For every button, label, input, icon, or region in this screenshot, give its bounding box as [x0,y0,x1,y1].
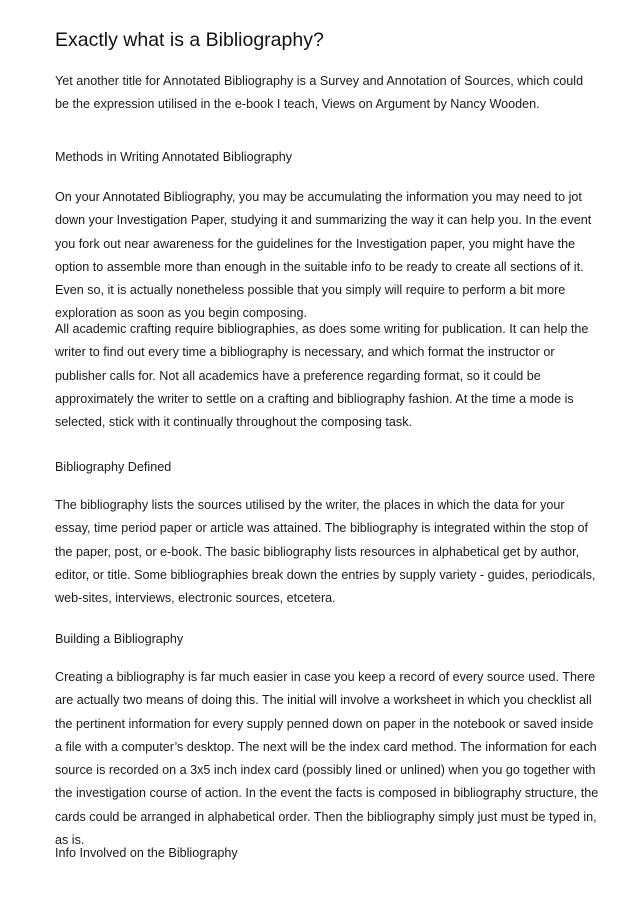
section-heading-methods: Methods in Writing Annotated Bibliography [55,150,293,164]
section-paragraph: Creating a bibliography is far much easier in case you keep a record of every source used. There are actually two means of doing this. The initial will involve a worksheet in which you checklist all the pertinent information for every supply penned down on paper in the notebook or saved inside a file with a computer’s desktop. The next will be the index card method. The information for each source is recorded on a 3x5 inch index card (possibly lined or unlined) when you go together with the investigation course of action. In the event the facts is composed in bibliography structure, the cards could be arranged in alphabetical order. Then the bibliography simply just must be typed in, as is. [55,670,599,848]
section-heading-building: Building a Bibliography [55,632,184,646]
section-heading-info: Info Involved on the Bibliography [55,846,238,860]
page-title: Exactly what is a Bibliography? [55,29,324,51]
intro-paragraph: Yet another title for Annotated Bibliography is a Survey and Annotation of Sources, which could be the expression utilised in the e-book I teach, Views on Argument by Nancy Wooden. [55,74,584,112]
section-paragraph: The bibliography lists the sources utilised by the writer, the places in which the data for your essay, time period paper or article was attained. The bibliography is integrated within the stop of the paper, post, or e-book. The basic bibliography lists resources in alphabetical get by author, editor, or title. Some bibliographies break down the entries by supply variety - guides, periodicals, web-sites, interviews, electronic sources, etcetera. [55,498,596,606]
section-paragraph: All academic crafting require bibliographies, as does some writing for publication. It can help the writer to find out every time a bibliography is necessary, and which format the instructor or publisher calls for. Not all academics have a preference regarding format, so it could be approximately the writer to settle on a crafting and bibliography fashion. At the time a mode is selected, stick with it continually throughout the composing task. [55,322,589,430]
section-paragraph: On your Annotated Bibliography, you may be accumulating the information you may need to jot down your Investigation Paper, studying it and summarizing the way it can help you. In the event you fork out near awareness for the guidelines for the Investigation paper, you might have the option to assemble more than enough in the suitable info to be ready to create all sections of it. Even so, it is actually nonetheless possible that you simply will require to perform a bit more exploration as soon as you begin composing. [55,190,592,321]
section-heading-defined: Bibliography Defined [55,460,172,474]
